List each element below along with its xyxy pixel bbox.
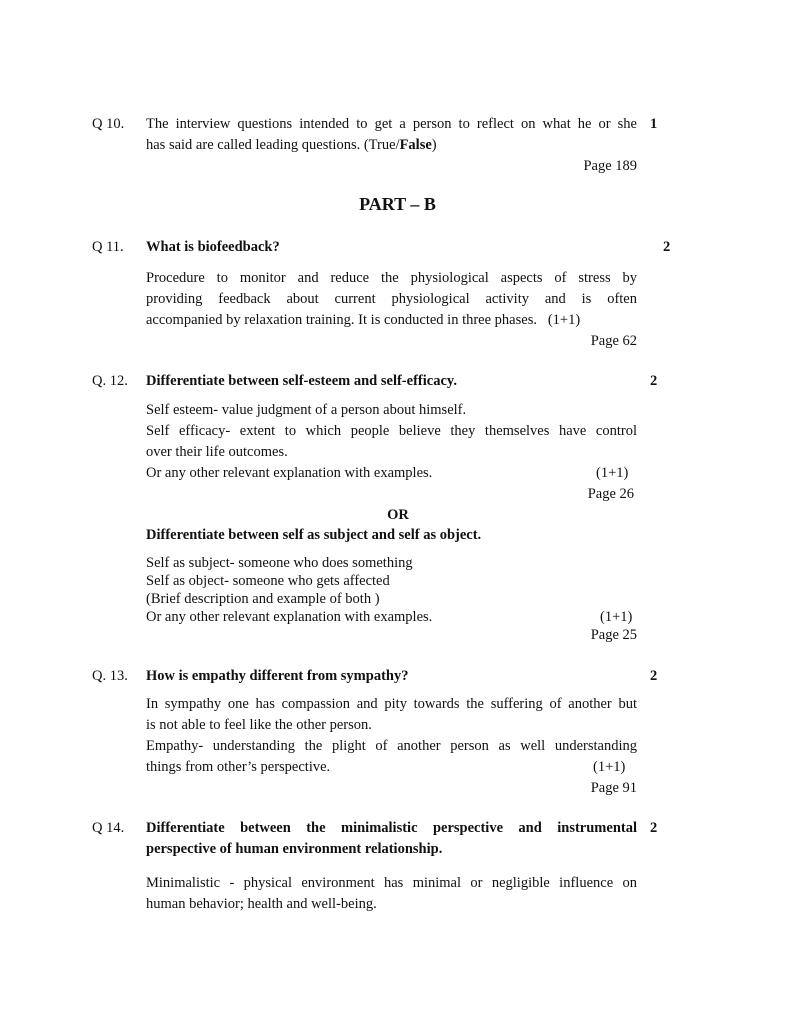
q10-marks: 1 [650, 116, 658, 132]
q13-answer-marks: (1+1) [593, 759, 626, 775]
q13-answer-line4: things from other’s perspective. [146, 759, 331, 775]
q11-answer-line1: Procedure to monitor and reduce the physiological aspects of stress by [146, 270, 637, 286]
q14-marks: 2 [650, 820, 658, 836]
q14-answer-line1: Minimalistic - physical environment has minimal or negligible influence on [146, 875, 637, 891]
q11-answer-line2: providing feedback about current physiological activity and is often [146, 291, 637, 307]
q14-question-line2: perspective of human environment relationship. [146, 841, 443, 857]
q11-page-ref: Page 62 [590, 333, 637, 349]
q13-question: How is empathy different from sympathy? [146, 668, 409, 684]
q12-answer-line2: Self efficacy- extent to which people believe they themselves have control [146, 423, 637, 439]
q13-answer-line1: In sympathy one has compassion and pity towards the suffering of another but [146, 696, 637, 712]
q10-line2-post: ) [431, 137, 437, 153]
q14-question-line1: Differentiate between the minimalistic perspective and instrumental [146, 820, 637, 836]
q11-answer-last: accompanied by relaxation training. It is conducted in three phases. [146, 312, 537, 328]
q10-line2 [146, 135, 437, 156]
q12-answer-line3: over their life outcomes. [146, 444, 288, 460]
q10-line2-pre: has said are called leading questions. (True/ [146, 137, 400, 153]
q12-alt-line2: Self as object- someone who gets affected [146, 573, 390, 589]
q12-alt-page-ref: Page 25 [590, 627, 637, 643]
q12-answer-marks: (1+1) [596, 465, 629, 481]
q14-answer-line2: human behavior; health and well-being. [146, 896, 377, 912]
part-b-title: PART – B [359, 194, 436, 214]
q11-answer-marks: (1+1) [547, 312, 581, 328]
q11-question: What is biofeedback? [146, 239, 280, 255]
q12-number: Q. 12. [92, 373, 128, 389]
q14-number: Q 14. [92, 820, 125, 836]
q12-marks: 2 [650, 373, 658, 389]
q12-alt-marks: (1+1) [600, 609, 633, 625]
q12-alt-line4: Or any other relevant explanation with examples. [146, 609, 433, 625]
q13-marks: 2 [650, 668, 658, 684]
q11-number: Q 11. [92, 239, 124, 255]
q12-answer-line1: Self esteem- value judgment of a person about himself. [146, 402, 467, 418]
q13-number: Q. 13. [92, 668, 128, 684]
q12-alt-question: Differentiate between self as subject and self as object. [146, 527, 482, 543]
q12-page-ref: Page 26 [587, 486, 634, 502]
q13-answer-line2: is not able to feel like the other person. [146, 717, 372, 733]
q10-line1: The interview questions intended to get a person to reflect on what he or she [146, 116, 637, 132]
q10-answer-false: False [399, 137, 432, 153]
q12-alt-line3: (Brief description and example of both ) [146, 591, 380, 607]
q12-alt-line1: Self as subject- someone who does something [146, 555, 413, 571]
q12-or-label: OR [387, 507, 409, 523]
q10-page-ref: Page 189 [583, 158, 637, 174]
q13-answer-line3: Empathy- understanding the plight of another person as well understanding [146, 738, 637, 754]
q12-answer-line4: Or any other relevant explanation with examples. [146, 465, 433, 481]
q11-marks: 2 [663, 239, 671, 255]
q10-number: Q 10. [92, 116, 125, 132]
q13-page-ref: Page 91 [590, 780, 637, 796]
q11-answer-line3 [146, 310, 580, 331]
q12-question: Differentiate between self-esteem and self-efficacy. [146, 373, 457, 389]
